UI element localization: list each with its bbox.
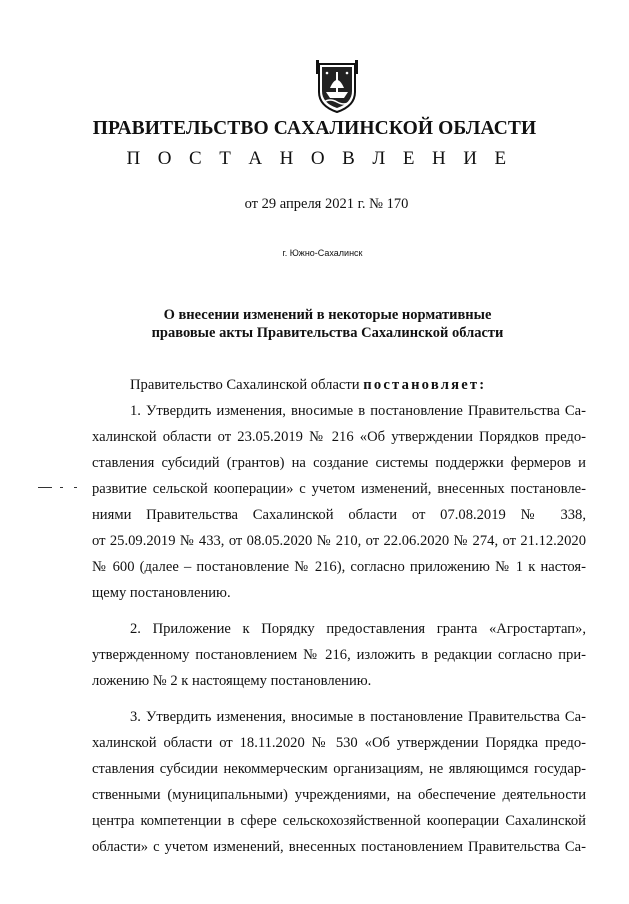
city-name: г. Южно-Сахалинск	[282, 248, 363, 258]
paragraph-line: 1. Утвердить изменения, вносимые в постановление Правительства Са-	[130, 403, 586, 419]
document-date-number: от 29 апреля 2021 г. № 170	[244, 196, 409, 212]
paragraph-line: развитие сельской кооперации» с учетом изменений, внесенных постановле-	[92, 481, 586, 497]
paragraph-line: халинской области от 18.11.2020 № 530 «Об утверждении Порядка предо-	[92, 735, 586, 751]
preamble	[92, 372, 586, 398]
margin-mark	[60, 487, 63, 488]
margin-mark	[38, 487, 52, 488]
paragraph-line: ниями Правительства Сахалинской области от 07.08.2019 № 338,	[92, 507, 586, 523]
paragraph-line: ственными (муниципальными) учреждениями, на обеспечение деятельности	[92, 787, 586, 803]
paragraph-1	[92, 398, 586, 606]
title-line: правовые акты Правительства Сахалинской области	[151, 325, 504, 341]
paragraph-line: 3. Утвердить изменения, вносимые в постановление Правительства Са-	[130, 709, 586, 725]
document-title	[0, 306, 629, 342]
paragraph-3	[92, 704, 586, 860]
document-body	[92, 372, 586, 860]
organization-name: ПРАВИТЕЛЬСТВО САХАЛИНСКОЙ ОБЛАСТИ	[92, 118, 537, 139]
paragraph-line: № 600 (далее – постановление № 216), согласно приложению № 1 к настоя-	[92, 559, 586, 575]
coat-of-arms-icon	[316, 58, 358, 114]
paragraph-line: от 25.09.2019 № 433, от 08.05.2020 № 210, от 22.06.2020 № 274, от 21.12.2020	[92, 533, 586, 549]
paragraph-line: ставления субсидий (грантов) на создание системы поддержки фермеров и	[92, 455, 586, 471]
paragraph-line: 2. Приложение к Порядку предоставления гранта «Агростартап»,	[130, 621, 586, 637]
document-type: П О С Т А Н О В Л Е Н И Е	[126, 148, 513, 169]
paragraph-line: области» с учетом изменений, внесенных постановлением Правительства Са-	[92, 839, 586, 855]
preamble-emphasis: постановляет:	[363, 377, 487, 393]
paragraph-line: ставления субсидии некоммерческим организациям, не являющимся государ-	[92, 761, 586, 777]
paragraph-line: утвержденному постановлением № 216, изложить в редакции согласно при-	[92, 647, 586, 663]
paragraph-line: халинской области от 23.05.2019 № 216 «Об утверждении Порядков предо-	[92, 429, 586, 445]
title-line: О внесении изменений в некоторые нормативные	[163, 307, 492, 323]
paragraph-line: ложению № 2 к настоящему постановлению.	[92, 673, 372, 689]
preamble-text: Правительство Сахалинской области	[130, 377, 364, 393]
margin-mark	[74, 487, 77, 488]
paragraph-line: щему постановлению.	[92, 585, 231, 601]
paragraph-line: центра компетенции в сфере сельскохозяйственной кооперации Сахалинской	[92, 813, 586, 829]
paragraph-2	[92, 616, 586, 694]
